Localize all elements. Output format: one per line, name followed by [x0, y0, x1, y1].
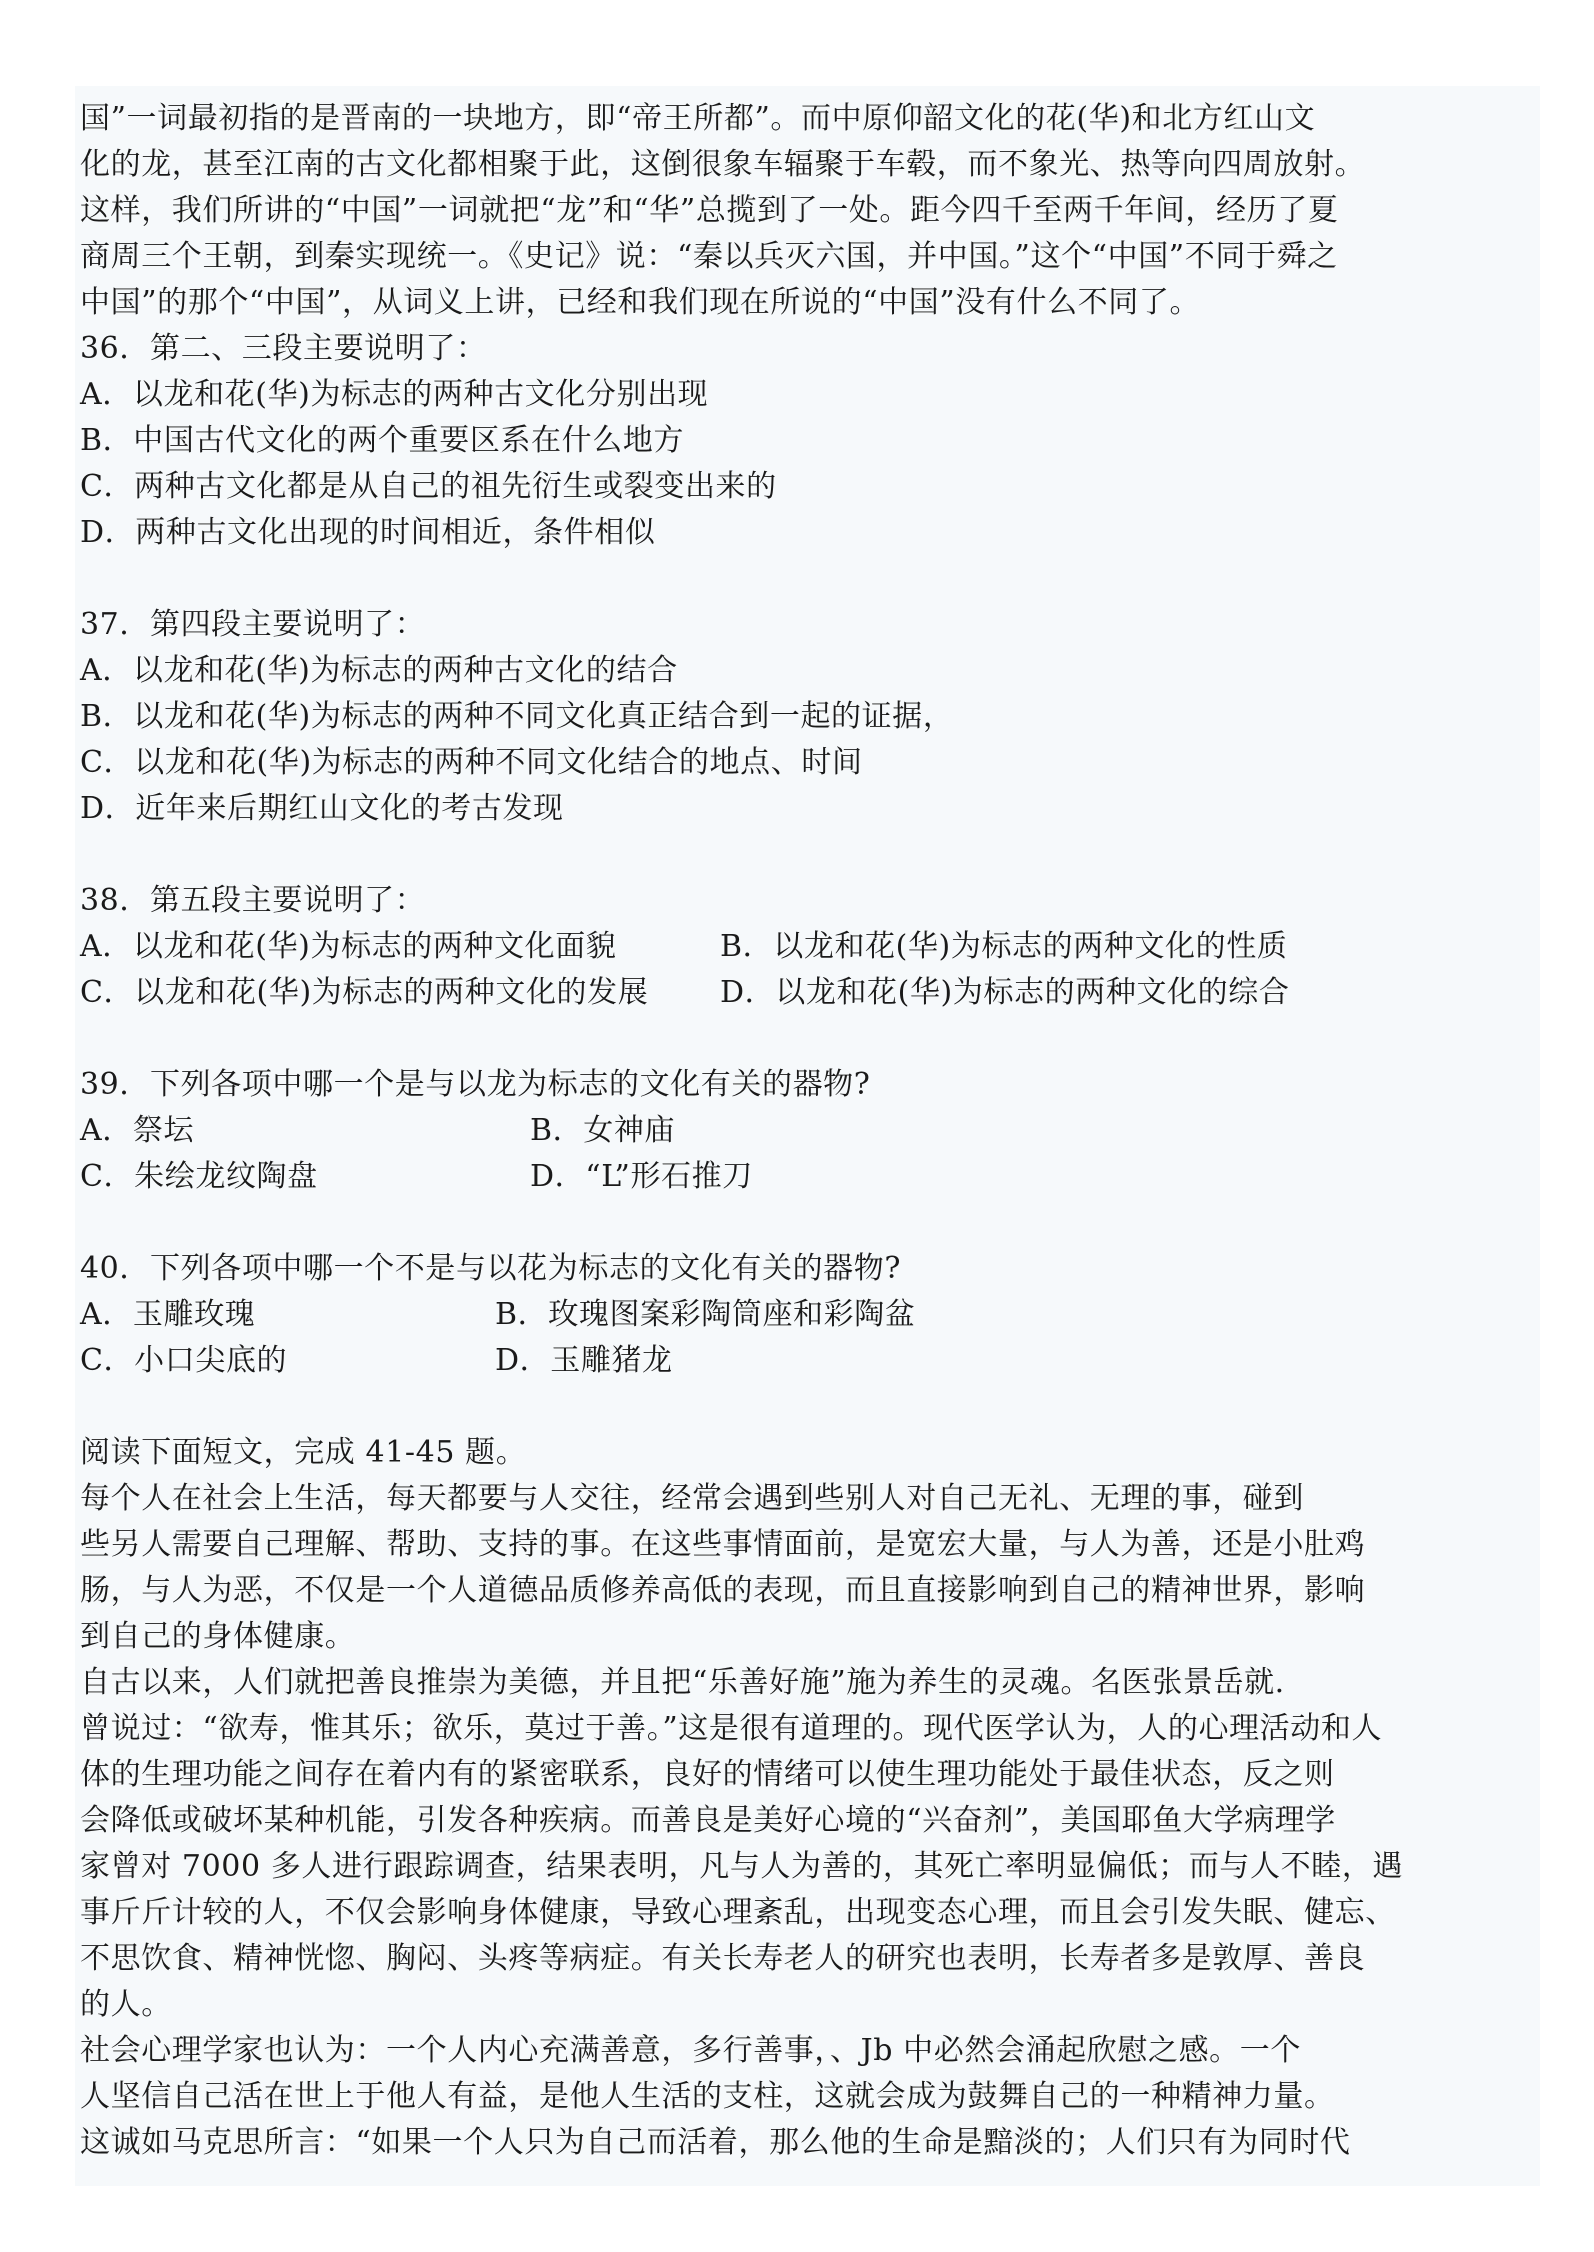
answer-option: A．以龙和花(华)为标志的两种古文化的结合	[80, 653, 678, 688]
answer-option: D．近年来后期红山文化的考古发现	[80, 791, 564, 826]
answer-option: D．“L”形石推刀	[530, 1159, 753, 1194]
document-page	[75, 86, 1540, 2186]
passage-line: 曾说过：“欲寿，惟其乐；欲乐，莫过于善。”这是很有道理的。现代医学认为，人的心理活动和人	[80, 1711, 1383, 1746]
answer-option: D．以龙和花(华)为标志的两种文化的综合	[720, 975, 1290, 1010]
passage-line: 的人。	[80, 1987, 172, 2022]
option-row	[80, 1108, 1520, 1154]
question-37	[80, 602, 1520, 832]
answer-option: C．以龙和花(华)为标志的两种文化的发展	[80, 975, 649, 1010]
answer-option: C．两种古文化都是从自己的祖先衍生或裂变出来的	[80, 469, 777, 504]
question-39	[80, 1062, 1520, 1200]
answer-option: C．小口尖底的	[80, 1343, 288, 1378]
passage-line: 国”一词最初指的是晋南的一块地方，即“帝王所都”。而中原仰韶文化的花(华)和北方红山文	[80, 101, 1316, 136]
option-row	[80, 1154, 1520, 1200]
question-36	[80, 326, 1520, 556]
answer-option: D．玉雕猪龙	[495, 1343, 673, 1378]
passage-line: 商周三个王朝，到秦实现统一。《史记》说：“秦以兵灭六国，并中国。”这个“中国”不同于舜之	[80, 239, 1338, 274]
option-row	[80, 1292, 1520, 1338]
spacer	[80, 556, 1520, 602]
passage-line: 每个人在社会上生活，每天都要与人交往，经常会遇到些别人对自己无礼、无理的事，碰到	[80, 1481, 1304, 1516]
document-content	[80, 96, 1520, 2166]
answer-option: B．以龙和花(华)为标志的两种不同文化真正结合到一起的证据，	[80, 699, 954, 734]
spacer	[80, 1016, 1520, 1062]
passage-line: 事斤斤计较的人，不仅会影响身体健康，导致心理紊乱，出现变态心理，而且会引发失眠、健忘、	[80, 1895, 1396, 1930]
question-stem: 38．第五段主要说明了：	[80, 883, 426, 918]
option-row	[80, 970, 1520, 1016]
spacer	[80, 832, 1520, 878]
question-stem: 36．第二、三段主要说明了：	[80, 331, 487, 366]
passage-line: 不思饮食、精神恍惚、胸闷、头疼等病症。有关长寿老人的研究也表明，长寿者多是敦厚、善良	[80, 1941, 1366, 1976]
passage-line: 这诚如马克思所言：“如果一个人只为自己而活着，那么他的生命是黯淡的；人们只有为同时代	[80, 2125, 1351, 2160]
question-stem: 40．下列各项中哪一个不是与以花为标志的文化有关的器物?	[80, 1251, 902, 1286]
question-38	[80, 878, 1520, 1016]
answer-option: B．女神庙	[530, 1113, 676, 1148]
passage-line: 人坚信自己活在世上于他人有益，是他人生活的支柱，这就会成为鼓舞自己的一种精神力量。	[80, 2079, 1335, 2114]
answer-option: A．玉雕玫瑰	[80, 1297, 256, 1332]
passage-line: 会降低或破坏某种机能，引发各种疾病。而善良是美好心境的“兴奋剂”，美国耶鱼大学病理学	[80, 1803, 1336, 1838]
answer-option: D．两种古文化出现的时间相近，条件相似	[80, 515, 656, 550]
answer-option: C．朱绘龙纹陶盘	[80, 1159, 318, 1194]
spacer	[80, 1384, 1520, 1430]
passage-line: 化的龙，甚至江南的古文化都相聚于此，这倒很象车辐聚于车毂，而不象光、热等向四周放射。	[80, 147, 1366, 182]
answer-option: A．祭坛	[80, 1113, 195, 1148]
reading-passage-41-45	[80, 1430, 1520, 2166]
answer-option: B．以龙和花(华)为标志的两种文化的性质	[720, 929, 1288, 964]
passage-line: 体的生理功能之间存在着内有的紧密联系，良好的情绪可以使生理功能处于最佳状态，反之则	[80, 1757, 1335, 1792]
section-intro: 阅读下面短文，完成 41-45 题。	[80, 1435, 527, 1470]
passage-line: 社会心理学家也认为：一个人内心充满善意，多行善事，、Jb 中必然会涌起欣慰之感。一个	[80, 2033, 1301, 2068]
passage-line: 自古以来，人们就把善良推崇为美德，并且把“乐善好施”施为养生的灵魂。名医张景岳就.	[80, 1665, 1285, 1700]
passage-line: 这样，我们所讲的“中国”一词就把“龙”和“华”总揽到了一处。距今四千至两千年间，经历了夏	[80, 193, 1339, 228]
option-row	[80, 924, 1520, 970]
answer-option: B．玫瑰图案彩陶筒座和彩陶盆	[495, 1297, 916, 1332]
passage-line: 家曾对 7000 多人进行跟踪调查，结果表明，凡与人为善的，其死亡率明显偏低；而与人不睦，遇	[80, 1849, 1404, 1884]
answer-option: A．以龙和花(华)为标志的两种文化面貌	[80, 929, 617, 964]
spacer	[80, 1200, 1520, 1246]
question-40	[80, 1246, 1520, 1384]
answer-option: C．以龙和花(华)为标志的两种不同文化结合的地点、时间	[80, 745, 863, 780]
passage-line: 肠，与人为恶，不仅是一个人道德品质修养高低的表现，而且直接影响到自己的精神世界，影响	[80, 1573, 1366, 1608]
passage-top	[80, 96, 1520, 326]
passage-line: 些另人需要自己理解、帮助、支持的事。在这些事情面前，是宽宏大量，与人为善，还是小肚鸡	[80, 1527, 1366, 1562]
answer-option: A．以龙和花(华)为标志的两种古文化分别出现	[80, 377, 709, 412]
question-stem: 37．第四段主要说明了：	[80, 607, 426, 642]
passage-line: 中国”的那个“中国”，从词义上讲，已经和我们现在所说的“中国”没有什么不同了。	[80, 285, 1201, 320]
option-row	[80, 1338, 1520, 1384]
passage-line: 到自己的身体健康。	[80, 1619, 356, 1654]
question-stem: 39．下列各项中哪一个是与以龙为标志的文化有关的器物?	[80, 1067, 871, 1102]
answer-option: B．中国古代文化的两个重要区系在什么地方	[80, 423, 685, 458]
